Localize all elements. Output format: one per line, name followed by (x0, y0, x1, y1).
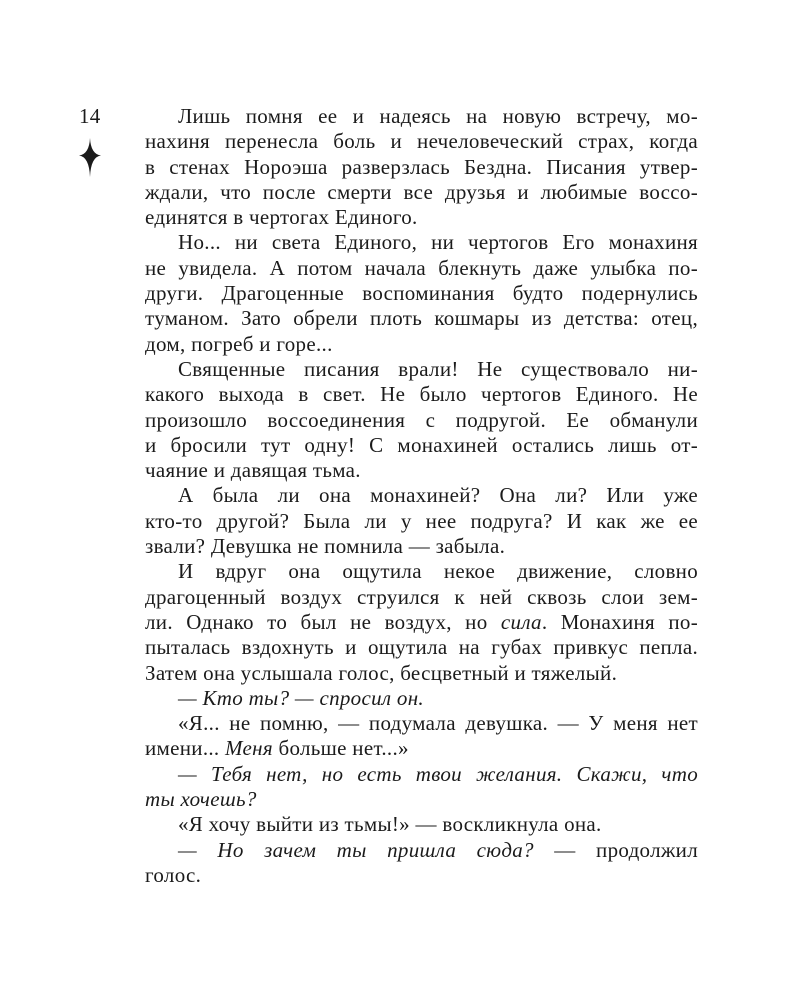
line-text: Лишь помня ее и надеясь на новую встречу, мо- (178, 104, 698, 128)
text-line (145, 230, 698, 255)
line-text: Затем она услышала голос, бесцветный и тяжелый. (145, 660, 618, 685)
line-text: Священные писания врали! Не существовало ни- (178, 356, 698, 381)
text-line (145, 585, 698, 610)
text-line (145, 332, 698, 357)
text-line (145, 736, 698, 761)
italic-text: — Но зачем ты пришла сюда? (178, 837, 534, 862)
text-line (145, 509, 698, 534)
line-text: — продолжил (533, 837, 698, 862)
paragraph (145, 230, 698, 356)
line-text: дом, погреб и горе... (145, 331, 333, 356)
four-pointed-star-icon (79, 138, 101, 177)
text-line (145, 129, 698, 154)
line-text: «Я... не помню, — подумала девушка. — У меня нет (178, 711, 698, 736)
text-line (145, 205, 698, 230)
paragraph (145, 812, 698, 837)
line-text: больше нет...» (272, 736, 409, 761)
line-text: голос. (145, 862, 202, 887)
paragraph (145, 711, 698, 762)
paragraph (145, 104, 698, 230)
text-line (145, 155, 698, 180)
line-text: туманом. Зато обрели плоть кошмары из детства: отец, (145, 306, 698, 331)
line-text: Но... ни света Единого, ни чертогов Его монахиня (178, 230, 698, 255)
text-line (145, 787, 698, 812)
line-text: в стенах Нороэша разверзлась Бездна. Писания утвер- (145, 154, 698, 179)
text-line (145, 180, 698, 205)
text-line (145, 281, 698, 306)
text-line (145, 433, 698, 458)
italic-text: Меня (225, 736, 273, 761)
line-text: единятся в чертогах Единого. (145, 205, 418, 230)
line-text: какого выхода в свет. Не было чертогов Единого. Не (145, 382, 698, 407)
text-line (145, 256, 698, 281)
body-text (145, 104, 698, 888)
italic-text: ты хочешь? (145, 787, 257, 812)
text-line (145, 559, 698, 584)
text-line (145, 863, 698, 888)
text-line (145, 711, 698, 736)
line-text: «Я хочу выйти из тьмы!» — воскликнула она. (178, 812, 602, 837)
text-line (145, 306, 698, 331)
line-text: произошло воссоединения с подругой. Ее обманули (145, 407, 698, 432)
line-text: драгоценный воздух струился к ней сквозь слои зем- (145, 584, 698, 609)
text-line (145, 357, 698, 382)
line-text: други. Драгоценные воспоминания будто подернулись (145, 281, 698, 306)
paragraph (145, 838, 698, 889)
line-text: чаяние и давящая тьма. (145, 458, 361, 483)
line-text: . Монахиня по- (541, 609, 698, 634)
line-text: ждали, что после смерти все друзья и любимые воссо- (145, 179, 698, 204)
line-text: кто-то другой? Была ли у нее подруга? И как же ее (145, 508, 698, 533)
line-text: не увидела. А потом начала блекнуть даже улыбка по- (145, 255, 698, 280)
paragraph (145, 762, 698, 813)
text-line (145, 635, 698, 660)
page-number: 14 (79, 104, 101, 128)
paragraph (145, 559, 698, 685)
text-line (145, 661, 698, 686)
text-line (145, 686, 698, 711)
italic-text: — Тебя нет, но есть твои желания. Скажи, что (178, 761, 698, 786)
text-line (145, 812, 698, 837)
italic-text: — Кто ты? — спросил он. (178, 685, 424, 710)
line-text: и бросили тут одну! С монахиней остались лишь от- (145, 432, 698, 457)
line-text: звали? Девушка не помнила — забыла. (145, 534, 506, 559)
paragraph (145, 483, 698, 559)
text-line (145, 838, 698, 863)
line-text: И вдруг она ощутила некое движение, словно (178, 559, 698, 584)
line-text: ли. Однако то был не воздух, но (145, 609, 501, 634)
line-text: А была ли она монахиней? Она ли? Или уже (178, 483, 698, 508)
line-text: пыталась вздохнуть и ощутила на губах привкус пепла. (145, 635, 698, 660)
text-line (145, 382, 698, 407)
paragraph (145, 357, 698, 483)
text-line (145, 762, 698, 787)
line-text: нахиня перенесла боль и нечеловеческий страх, когда (145, 129, 698, 154)
paragraph (145, 686, 698, 711)
text-line (145, 458, 698, 483)
line-text: имени... (145, 736, 226, 761)
italic-text: сила (500, 609, 542, 634)
text-line (145, 534, 698, 559)
text-line (145, 610, 698, 635)
text-line (145, 104, 698, 129)
text-line (145, 408, 698, 433)
text-line (145, 483, 698, 508)
